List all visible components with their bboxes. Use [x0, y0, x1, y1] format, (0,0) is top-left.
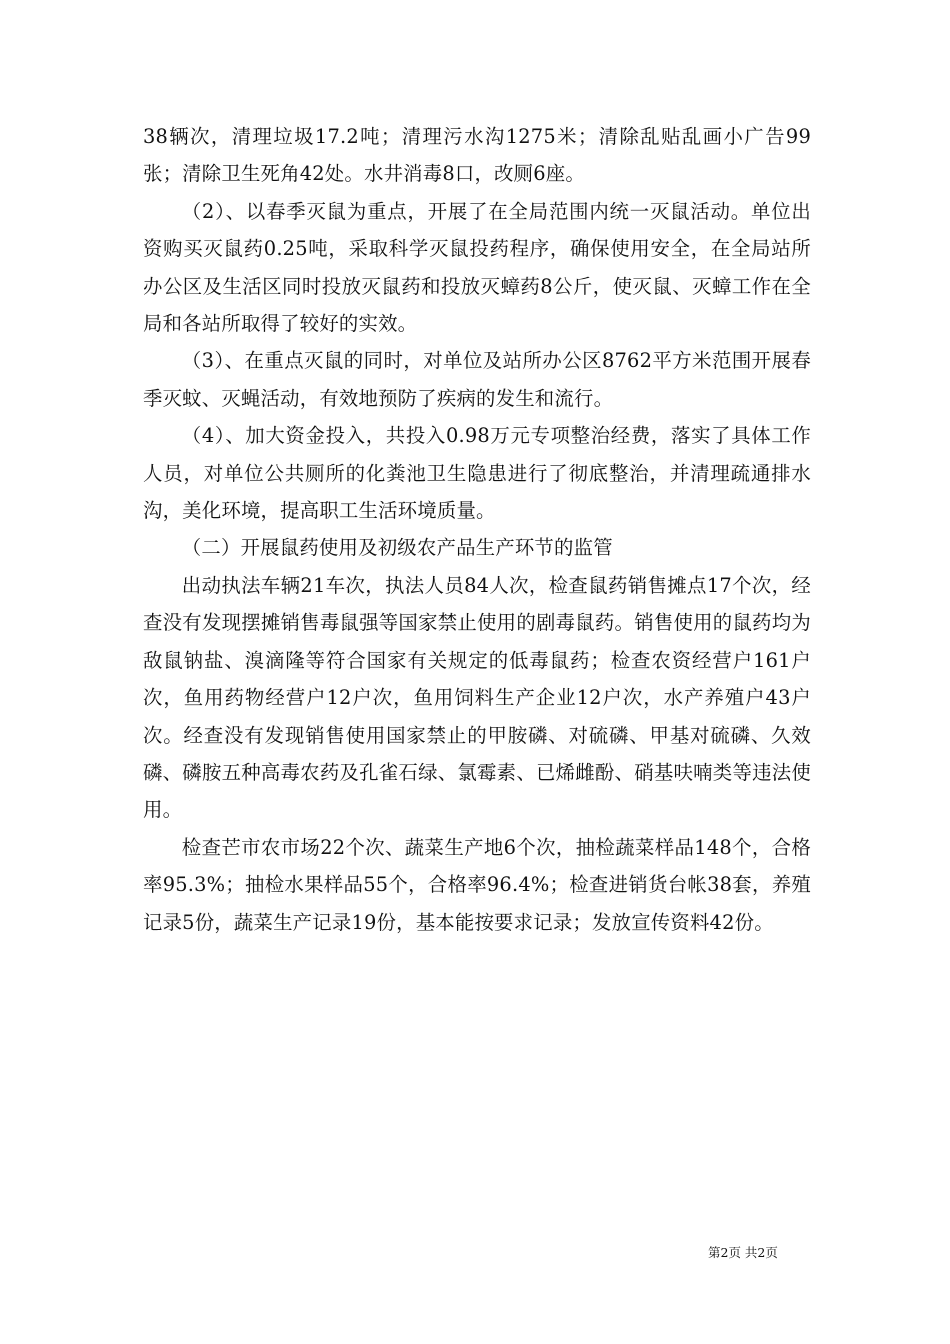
section-heading: （二）开展鼠药使用及初级农产品生产环节的监管	[181, 536, 613, 560]
page-footer: 第2页 共2页	[708, 1245, 778, 1260]
paragraph-item-3: （3）、在重点灭鼠的同时，对单位及站所办公区8762平方米范围开展春季灭蚊、灭蝇活动，有效地预防了疾病的发生和流行。	[143, 349, 811, 410]
paragraph-item-2: （2）、以春季灭鼠为重点，开展了在全局范围内统一灭鼠活动。单位出资购买灭鼠药0.25吨，采取科学灭鼠投药程序，确保使用安全，在全局站所办公区及生活区同时投放灭鼠药和投放灭蟑药8公斤，使灭鼠、灭蟑工作在全局和各站所取得了较好的实效。	[143, 199, 811, 336]
document-body	[143, 118, 811, 941]
paragraph-continued: 38辆次，清理垃圾17.2吨；清理污水沟1275米；清除乱贴乱画小广告99张；清除卫生死角42处。水井消毒8口，改厕6座。	[143, 125, 811, 186]
paragraph-item-4: （4）、加大资金投入，共投入0.98万元专项整治经费，落实了具体工作人员，对单位公共厕所的化粪池卫生隐患进行了彻底整治，并清理疏通排水沟，美化环境，提高职工生活环境质量。	[143, 424, 811, 523]
paragraph-market-check: 检查芒市农市场22个次、蔬菜生产地6个次，抽检蔬菜样品148个，合格率95.3%；抽检水果样品55个，合格率96.4%；检查进销货台帐38套，养殖记录5份，蔬菜生产记录19份，基本能按要求记录；发放宣传资料42份。	[143, 835, 811, 934]
paragraph-inspection: 出动执法车辆21车次，执法人员84人次，检查鼠药销售摊点17个次，经查没有发现摆摊销售毒鼠强等国家禁止使用的剧毒鼠药。销售使用的鼠药均为敌鼠钠盐、溴滴隆等符合国家有关规定的低毒鼠药；检查农资经营户161户次，鱼用药物经营户12户次，鱼用饲料生产企业12户次，水产养殖户43户次。经查没有发现销售使用国家禁止的甲胺磷、对硫磷、甲基对硫磷、久效磷、磷胺五种高毒农药及孔雀石绿、氯霉素、已烯雌酚、硝基呋喃类等违法使用。	[143, 573, 811, 822]
